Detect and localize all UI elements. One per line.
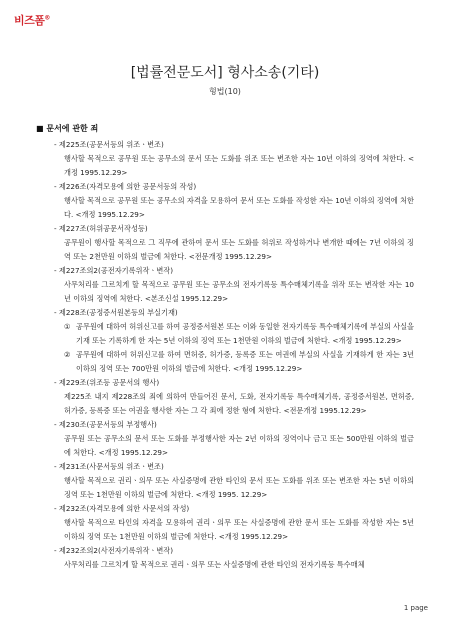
article-heading: - 제232조(자격모용에 의한 사문서의 작성) (54, 504, 190, 513)
bizform-logo: 비즈폼® (14, 14, 50, 27)
article-text: 공무원이 행사할 목적으로 그 직무에 관하여 문서 또는 도화를 허위로 작성하거나 변개한 때에는 7년 이하의 징역 또는 2천만원 이하의 벌금에 처한다. <전문개정 1995.12.29> (64, 238, 414, 261)
article (54, 460, 414, 502)
article-text: 사무처리를 그르치게 할 목적으로 공무원 또는 공무소의 전자기록등 특수매체기록을 위작 또는 변작한 자는 10년 이하의 징역에 처한다. <본조신설 1995.12.29> (64, 280, 414, 303)
document-title: [법률전문도서] 형사소송(기타) (130, 65, 320, 81)
clause-text: 공무원에 대하여 허위신고를 하여 공정증서원본 또는 이와 동일한 전자기록등 특수매체기록에 부실의 사실을 기재 또는 기록하게 한 자는 5년 이하의 징역 또는 1천만원 이하의 벌금에 처한다. <개정 1995.12.29> (76, 322, 414, 345)
clause-text: 공무원에 대하여 허위신고를 하여 면허증, 허가증, 등록증 또는 여권에 부실의 사실을 기재하게 한 자는 3년 이하의 징역 또는 700만원 이하의 벌금에 처한다. <개정 1995.12.29> (76, 350, 414, 373)
article (54, 418, 414, 460)
article-text: 행사할 목적으로 권리ㆍ의무 또는 사실증명에 관한 타인의 문서 또는 도화를 위조 또는 변조한 자는 5년 이하의 징역 또는 1천만원 이하의 벌금에 처한다. <개정 1995. 12.29> (64, 476, 414, 499)
article (54, 138, 414, 180)
article-heading: - 제227조의2(공전자기록위작ㆍ변작) (54, 266, 174, 275)
clause-number: ① (64, 322, 71, 331)
article (54, 376, 414, 418)
document-body (54, 138, 414, 572)
page-number: 1 page (403, 604, 428, 612)
article (54, 544, 414, 572)
article-heading: - 제228조(공정증서원본등의 부실기재) (54, 308, 178, 317)
article-heading: - 제232조의2(사전자기록위작ㆍ변작) (54, 546, 174, 555)
article-text: 행사할 목적으로 공무원 또는 공무소의 자격을 모용하여 문서 또는 도화를 작성한 자는 10년 이하의 징역에 처한다. <개정 1995.12.29> (64, 196, 414, 219)
article-heading: - 제226조(자격모용에 의한 공문서등의 작성) (54, 182, 197, 191)
article-clause (54, 320, 414, 348)
article (54, 264, 414, 306)
document-subtitle: 형법(10) (209, 87, 241, 96)
article-text: 사무처리를 그르치게 할 목적으로 권리ㆍ의무 또는 사실증명에 관한 타인의 전자기록등 특수매체 (64, 560, 365, 569)
article (54, 502, 414, 544)
clause-number: ② (64, 350, 71, 359)
article-heading: - 제227조(허위공문서작성등) (54, 224, 148, 233)
article (54, 306, 414, 376)
article-clause (54, 348, 414, 376)
article-heading: - 제230조(공문서등의 부정행사) (54, 420, 157, 429)
section-heading: ■ 문서에 관한 죄 (36, 124, 99, 133)
article-heading: - 제231조(사문서등의 위조ㆍ변조) (54, 462, 164, 471)
article (54, 222, 414, 264)
article-text: 공무원 또는 공무소의 문서 또는 도화를 부정행사한 자는 2년 이하의 징역이나 금고 또는 500만원 이하의 벌금에 처한다. <개정 1995.12.29> (64, 434, 414, 457)
article (54, 180, 414, 222)
article-text: 제225조 내지 제228조의 죄에 의하여 만들어진 문서, 도화, 전자기록등 특수매체기록, 공정증서원본, 면허증, 허가증, 등록증 또는 여권을 행사한 자는 그 각 죄에 정한 형에 처한다. <전문개정 1995.12.29> (64, 392, 414, 415)
article-text: 행사할 목적으로 공무원 또는 공무소의 문서 또는 도화를 위조 또는 변조한 자는 10년 이하의 징역에 처한다. <개정 1995.12.29> (64, 154, 414, 177)
article-text: 행사할 목적으로 타인의 자격을 모용하여 권리ㆍ의무 또는 사실증명에 관한 문서 또는 도화를 작성한 자는 5년 이하의 징역 또는 1천만원 이하의 벌금에 처한다. <개정 1995.12.29> (64, 518, 414, 541)
article-heading: - 제229조(위조등 공문서의 행사) (54, 378, 160, 387)
article-heading: - 제225조(공문서등의 위조ㆍ변조) (54, 140, 164, 149)
